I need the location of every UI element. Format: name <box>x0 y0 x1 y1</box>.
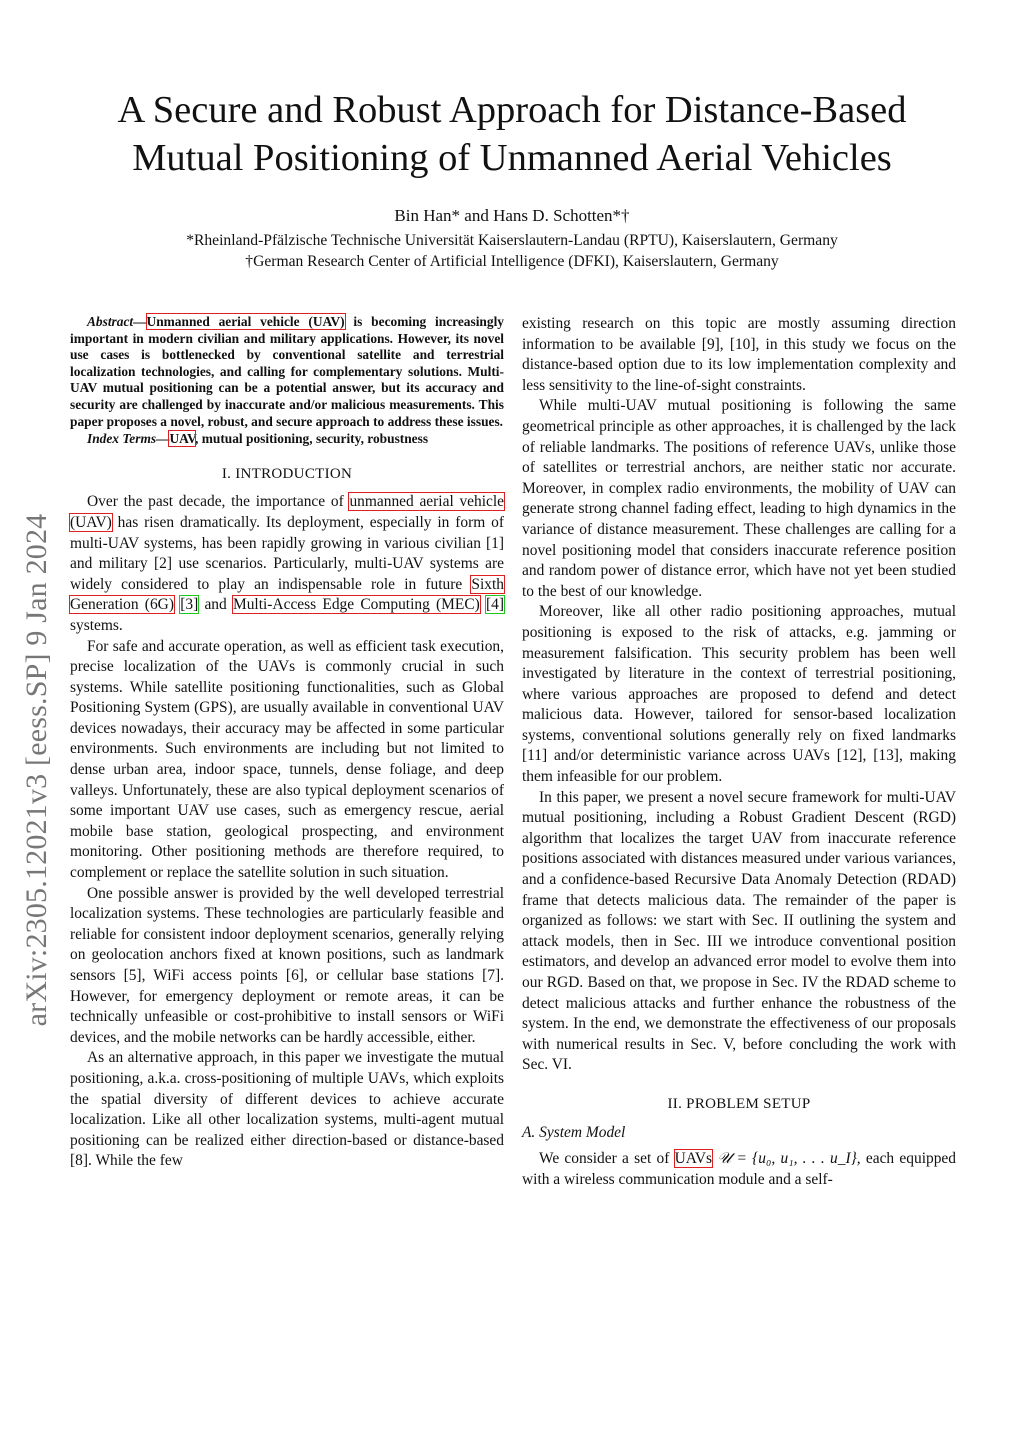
section-2-heading: II. PROBLEM SETUP <box>667 1095 811 1112</box>
intro-paragraph-4: As an alternative approach, in this paper we investigate the mutual positioning, a.k.a. cross-positioning of multiple UAVs, which exploits the spatial diversity of different devices to achieve accurate localization. Like all other localization systems, multi-agent mutual positioning can be realized either direction-based or distance-based [8]. While the few <box>70 1049 504 1170</box>
index-terms-body: , mutual positioning, security, robustness <box>195 431 429 447</box>
system-model-paragraph <box>522 1149 956 1190</box>
arxiv-id: arXiv:2305.12021v3 [eess.SP] 9 Jan 2024 <box>20 513 53 1027</box>
abstract <box>70 314 504 430</box>
title-line-2: Mutual Positioning of Unmanned Aerial Vehicles <box>132 137 892 179</box>
p1-text-b: has risen dramatically. Its deployment, especially in form of multi-UAV systems, has been rapidly growing in various civilian [1] and military [2] use scenarios. Particularly, multi-UAV systems are widely considered to play an indispensable role in future <box>70 513 504 593</box>
affiliation-1: *Rheinland-Pfälzische Technische Universität Kaiserslautern-Landau (RPTU), Kaiserslautern, Germany <box>186 232 838 249</box>
ref-4-link[interactable]: [4] <box>486 596 505 614</box>
right-column <box>522 314 956 1190</box>
intro-paragraph-2: For safe and accurate operation, as well as efficient task execution, precise localization of the UAVs is commonly crucial in such systems. While satellite positioning functionalities, such as Global Positioning System (GPS), are usually available in conventional UAV devices nowadays, their accuracy may be affected in some particular environments. Such environments are including but not limited to dense urban area, indoor space, tunnels, dense foliage, and deep valleys. Unfortunately, these are also typical deployment scenarios of some important UAV use cases, such as emergency rescue, aerial mobile base station, geological prospecting, and environment monitoring. Other positioning methods are therefore required, to complement or replace the satellite solution in such situation. <box>70 637 504 882</box>
uav-set-math: 𝒰 = {u₀, u₁, . . . u_I}, <box>717 1150 861 1168</box>
intro-paragraph-3: One possible answer is provided by the well developed terrestrial localization systems. These technologies are particularly feasible and reliable for consistent indoor deployment scenarios, generally relying on geolocation anchors fixed at known positions, such as landmark sensors [5], WiFi access points [6], or cellular base stations [7]. However, for emergency deployment or remote areas, it can be technically unfeasible or cost-prohibitive to install sensors or WiFi devices, and the mobile networks can be hardly accessible, either. <box>70 884 504 1046</box>
index-terms-label: Index Terms— <box>87 431 170 447</box>
uavs-acronym-link[interactable]: UAVs <box>674 1150 713 1168</box>
p9-text-b: each equipped with a wireless communication module and a self- <box>522 1150 956 1188</box>
intro-paragraph-6: While multi-UAV mutual positioning is following the same geometrical principle as other approaches, it is challenged by the lack of reliable landmarks. The positions of reference UAVs, unlike those of satellites or terrestrial anchors, are neither static nor accurate. Moreover, in complex radio environments, the mobility of UAV can generate strong channel fading effect, leading to high dynamics in the variance of distance measurement. These challenges are calling for a novel positioning model that considers inaccurate reference position and random power of distance error, which have not yet been studied to the best of our knowledge. <box>522 397 956 600</box>
abstract-body: is becoming increasingly important in modern civilian and military applications. However, its novel use cases is bottlenecked by conventional satellite and terrestrial localization technologies, and calling for complementary solutions. Multi-UAV mutual positioning can be a potential answer, but its accuracy and security are challenged by inaccurate and/or malicious measurements. This paper proposes a novel, robust, and secure approach to address these issues. <box>70 314 504 429</box>
abstract-label: Abstract— <box>87 314 147 329</box>
p1-text-d: systems. <box>70 616 123 634</box>
index-terms <box>70 431 504 448</box>
ref-3-link[interactable]: [3] <box>180 596 199 614</box>
paper-title <box>60 86 964 182</box>
affiliation-2: †German Research Center of Artificial Intelligence (DFKI), Kaiserslautern, Germany <box>245 253 779 270</box>
intro-paragraph-8: In this paper, we present a novel secure framework for multi-UAV mutual positioning, including a Robust Gradient Descent (RGD) algorithm that localizes the target UAV from inaccurate reference positions associated with distances measured under various variances, and a confidence-based Recursive Data Anomaly Detection (RDAD) frame that detects malicious data. The remainder of the paper is organized as follows: we start with Sec. II outlining the system and attack models, then in Sec. III we introduce conventional position estimators, and develop an advanced error model to evolve them into our RGD. Based on that, we propose in Sec. IV the RDAD scheme to detect malicious attacks and further enhance the robustness of the system. In the end, we demonstrate the effectiveness of our proposals with numerical results in Sec. V, before concluding the work with Sec. VI. <box>522 788 956 1074</box>
intro-paragraph-7: Moreover, like all other radio positioning approaches, mutual positioning is exposed to the risk of attacks, e.g. jamming or measurement falsification. This security problem has been well investigated by literature in the context of terrestrial positioning, where various approaches are proposed to defend and detect malicious data. However, tailored for sensor-based localization systems, conventional solutions generally rely on fixed landmarks [11] and/or deterministic variance across UAVs [12], [13], making them infeasible for our problem. <box>522 603 956 786</box>
intro-paragraph-1 <box>70 492 504 636</box>
authors: Bin Han* and Hans D. Schotten*† <box>394 206 630 225</box>
abstract-uav-link[interactable]: Unmanned aerial vehicle (UAV) <box>146 314 345 329</box>
p1-text-c: and <box>204 596 227 614</box>
arxiv-sidebar-stamp <box>14 460 60 1080</box>
uav-acronym-link[interactable]: unmanned aerial vehicle (UAV) <box>70 493 505 531</box>
title-line-1: A Secure and Robust Approach for Distance-Based <box>117 89 907 131</box>
intro-paragraph-5: existing research on this topic are mostly assuming direction information to be available [9], [10], in this study we focus on the distance-based option due to its low implementation complexity and less sensitivity to the line-of-sight constraints. <box>522 315 956 394</box>
index-uav-link[interactable]: UAV <box>169 431 196 447</box>
left-column <box>70 314 504 1172</box>
p1-text-a: Over the past decade, the importance of <box>87 493 344 511</box>
6g-acronym-link[interactable]: Sixth Generation (6G) <box>70 575 505 614</box>
subsection-a-heading: A. System Model <box>522 1123 626 1141</box>
section-1-heading: I. INTRODUCTION <box>221 465 353 482</box>
p9-text-a: We consider a set of <box>539 1150 670 1168</box>
mec-acronym-link[interactable]: Multi-Access Edge Computing (MEC) <box>232 596 480 614</box>
